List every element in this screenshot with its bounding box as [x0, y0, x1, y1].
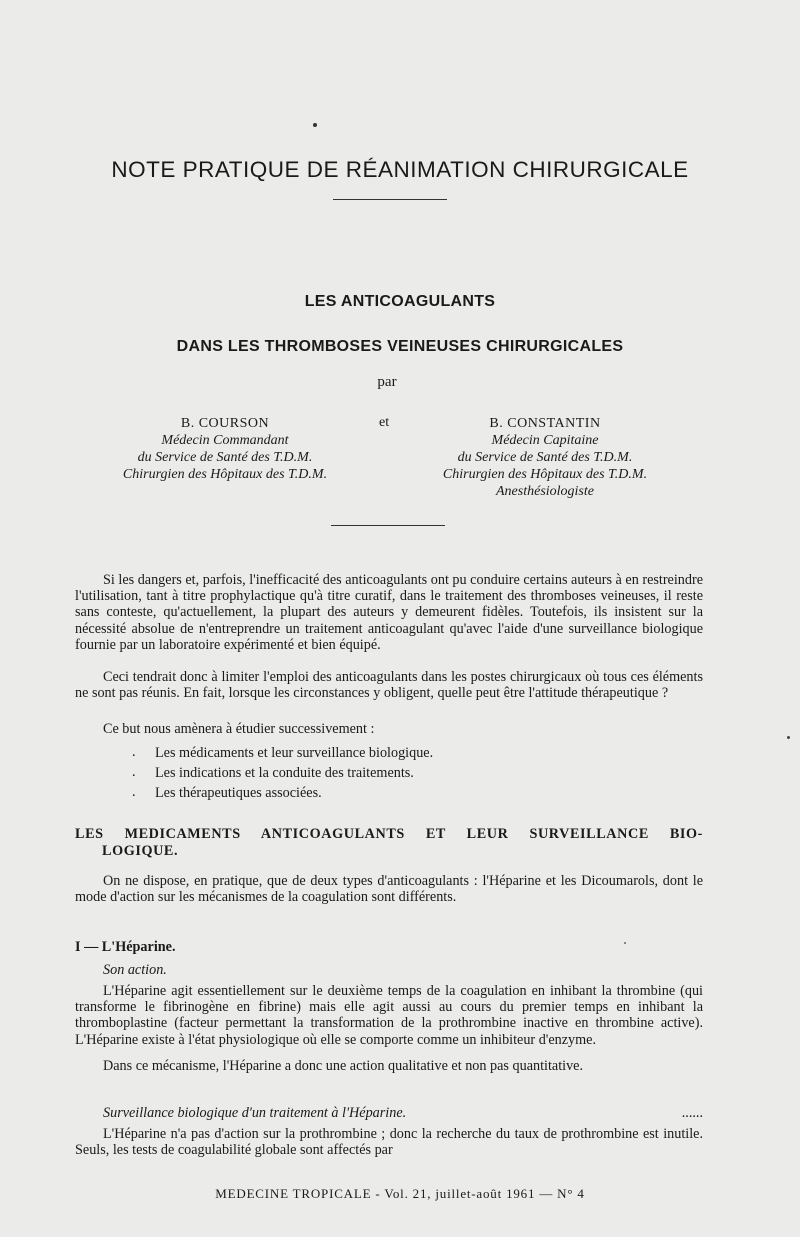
subsection-subheading: Son action.	[103, 962, 167, 978]
author-affiliation: Chirurgien des Hôpitaux des T.D.M.	[442, 467, 648, 482]
paragraph-text: Ce but nous amènera à étudier successivement :	[103, 721, 375, 737]
list-item: . Les thérapeutiques associées.	[130, 783, 433, 803]
section-heading	[75, 826, 703, 859]
article-title-line1: LES ANTICOAGULANTS	[304, 293, 496, 310]
subheading-text: Surveillance biologique d'un traitement à l'Héparine.	[103, 1105, 407, 1121]
intro-paragraph	[75, 721, 703, 737]
author-affiliation: du Service de Santé des T.D.M.	[457, 450, 633, 465]
section-heading-line: LOGIQUE.	[102, 842, 179, 859]
section-divider	[331, 525, 445, 526]
list-item: . Les indications et la conduite des traitements.	[130, 763, 433, 783]
author-right	[400, 415, 690, 500]
body-paragraph	[75, 1126, 703, 1158]
author-affiliation: Médecin Capitaine	[491, 433, 599, 448]
paragraph-text: L'Héparine agit essentiellement sur le deuxième temps de la coagulation en inhibant la thrombine (qui transforme le fibrinogène en fibrine) mais elle agit aussi au cours du premier temps en inhibant la thromboplastine (facteur permettant la transformation de la prothrombine inactive en thrombine active). L'Héparine existe à l'état physiologique où elle se comporte comme un inhibiteur d'enzyme.	[75, 983, 703, 1048]
leader-dots: ......	[681, 1105, 703, 1121]
body-paragraph	[75, 983, 703, 1048]
subsection-heading: I — L'Héparine.	[75, 939, 176, 955]
paragraph-text: Dans ce mécanisme, l'Héparine a donc une action qualitative et non pas quantitative.	[103, 1058, 584, 1074]
article-title-line2: DANS LES THROMBOSES VEINEUSES CHIRURGICALES	[176, 338, 624, 355]
author-name: B. COURSON	[180, 416, 270, 431]
paragraph-text: Ceci tendrait donc à limiter l'emploi des anticoagulants dans les postes chirurgicaux où tous ces éléments ne sont pas réunis. En fait, lorsque les circonstances y obligent, quelle peut être l'attitude thérapeutique ?	[75, 669, 703, 702]
author-conjunction: et	[379, 415, 390, 430]
title-divider	[333, 199, 447, 200]
paragraph-text: On ne dispose, en pratique, que de deux types d'anticoagulants : l'Héparine et les Dicoumarols, dont le mode d'action sur les mécanismes de la coagulation sont différents.	[75, 873, 703, 906]
section-heading-line: LES MEDICAMENTS ANTICOAGULANTS ET LEUR SURVEILLANCE BIO-	[75, 826, 703, 842]
author-left	[80, 415, 370, 483]
topic-list	[130, 743, 433, 803]
intro-paragraph	[75, 572, 703, 653]
print-speck	[624, 942, 626, 944]
page-title: NOTE PRATIQUE DE RÉANIMATION CHIRURGICALE	[111, 157, 689, 182]
print-speck	[313, 123, 317, 127]
author-affiliation: du Service de Santé des T.D.M.	[137, 450, 313, 465]
subsection-subheading	[103, 1105, 703, 1122]
page-footer: MEDECINE TROPICALE - Vol. 21, juillet-août 1961 — N° 4	[215, 1186, 585, 1201]
body-paragraph	[75, 873, 703, 905]
author-name: B. CONSTANTIN	[489, 416, 601, 431]
paragraph-text: Si les dangers et, parfois, l'inefficacité des anticoagulants ont pu conduire certains auteurs à en restreindre l'utilisation, tant à titre prophylactique qu'à titre curatif, dans le traitement des thromboses veineuses, il reste sans conteste, qu'actuellement, la plupart des auteurs y demeurent fidèles. Toutefois, ils insistent sur la nécessité absolue de n'entreprendre un traitement anticoagulant qu'avec l'aide d'une surveillance biologique fournie par un laboratoire expérimenté et bien équipé.	[75, 572, 703, 653]
list-item: . Les médicaments et leur surveillance biologique.	[130, 743, 433, 763]
intro-paragraph	[75, 669, 703, 701]
author-affiliation: Médecin Commandant	[161, 433, 289, 448]
author-affiliation: Anesthésiologiste	[496, 484, 594, 499]
author-affiliation: Chirurgien des Hôpitaux des T.D.M.	[122, 467, 328, 482]
body-paragraph	[75, 1058, 703, 1074]
by-label: par	[377, 374, 397, 390]
print-speck	[787, 736, 790, 739]
paragraph-text: L'Héparine n'a pas d'action sur la prothrombine ; donc la recherche du taux de prothrombine est inutile. Seuls, les tests de coagulabilité globale sont affectés par	[75, 1126, 703, 1159]
